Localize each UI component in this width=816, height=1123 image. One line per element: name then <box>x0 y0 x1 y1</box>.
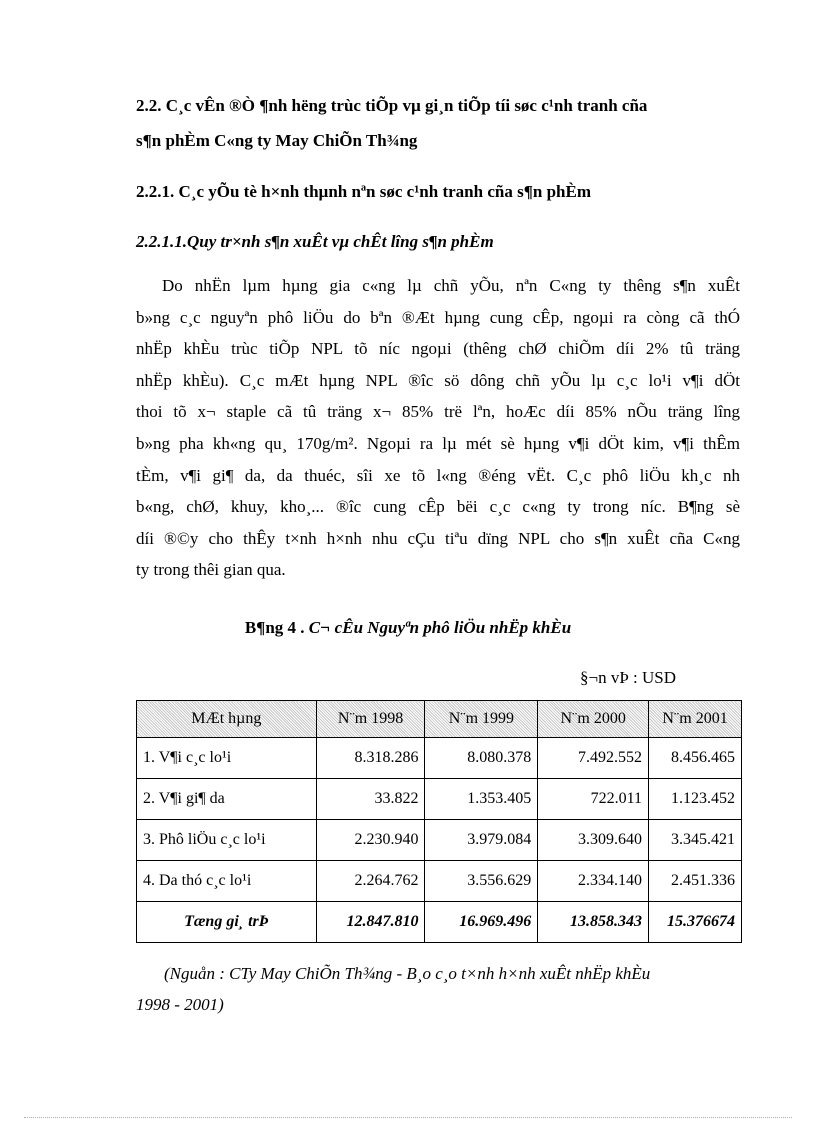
paragraph-line: díi ®©y cho thÊy t×nh h×nh nhu cÇu tiªu dïng NPL cho s¶n xuÊt cña C«ng <box>136 528 740 548</box>
heading-section-2-2-line2: s¶n phÈm C«ng ty May ChiÕn Th¾ng <box>136 131 418 150</box>
table-cell: 722.011 <box>538 779 649 820</box>
heading-section-2-2-1-1: 2.2.1.1.Quy tr×nh s¶n xuÊt vµ chÊt lîng s¶n phÈm <box>136 232 494 251</box>
paragraph-line: b»ng c¸c nguyªn phô liÖu do bªn ®Æt hµng cung cÊp, ngoµi ra còng cã thÓ <box>136 307 740 327</box>
paragraph-line: ty trong thêi gian qua. <box>136 560 286 580</box>
paragraph-line: nhËp khÈu trùc tiÕp NPL tõ níc ngoµi (thêng chØ chiÕm díi 2% tû träng <box>136 339 740 359</box>
table-cell: 8.318.286 <box>316 738 425 779</box>
table-unit-label: §¬n vÞ : USD <box>580 668 677 687</box>
table-cell: 33.822 <box>316 779 425 820</box>
paragraph-line: b»ng pha kh«ng qu¸ 170g/m². Ngoµi ra lµ mét sè hµng v¶i dÖt kim, v¶i thÊm <box>136 433 740 453</box>
materials-import-table <box>136 700 742 943</box>
table-cell: 1.353.405 <box>425 779 538 820</box>
body-paragraph <box>136 270 740 586</box>
table-cell: 8.456.465 <box>649 738 742 779</box>
table-row <box>137 861 742 902</box>
table-total-cell: 15.376674 <box>649 902 742 943</box>
paragraph-line: nhËp khÈu). C¸c mÆt hµng NPL ®îc sö dông chñ yÕu lµ c¸c lo¹i v¶i dÖt <box>136 370 740 390</box>
paragraph-line: thoi tõ x¬ staple cã tû träng x¬ 85% trë lªn, hoÆc díi 85% nÕu träng lîng <box>136 402 740 422</box>
heading-section-2-2-1: 2.2.1. C¸c yÕu tè h×nh thµnh nªn søc c¹nh tranh cña s¶n phÈm <box>136 182 591 201</box>
table-cell: 3.979.084 <box>425 820 538 861</box>
table-total-cell: 16.969.496 <box>425 902 538 943</box>
paragraph-line: b«ng, chØ, khuy, kho¸... ®îc cung cÊp bëi c¸c c«ng ty trong níc. B¶ng sè <box>136 497 740 517</box>
table-total-cell: 13.858.343 <box>538 902 649 943</box>
table-row <box>137 820 742 861</box>
table-cell: 3.309.640 <box>538 820 649 861</box>
table-cell: 8.080.378 <box>425 738 538 779</box>
table-cell: 1. V¶i c¸c lo¹i <box>137 738 317 779</box>
table-cell: 2.451.336 <box>649 861 742 902</box>
table-cell: 1.123.452 <box>649 779 742 820</box>
table-caption <box>0 618 816 638</box>
table-cell: 4. Da thó c¸c lo¹i <box>137 861 317 902</box>
table-total-cell: 12.847.810 <box>316 902 425 943</box>
source-line-2: 1998 - 2001) <box>136 995 224 1014</box>
table-caption-title: C¬ cÊu Nguyªn phô liÖu nhËp khÈu <box>308 618 572 637</box>
table-header-row <box>137 701 742 738</box>
heading-section-2-2-line1: 2.2. C¸c vÊn ®Ò ¶nh hëng trùc tiÕp vµ gi¸n tiÕp tíi søc c¹nh tranh cña <box>136 96 648 115</box>
table-header-cell: N¨m 2001 <box>649 701 742 738</box>
table-row <box>137 779 742 820</box>
table-cell: 3. Phô liÖu c¸c lo¹i <box>137 820 317 861</box>
page-bottom-divider <box>24 1117 792 1118</box>
table-source-note <box>136 958 740 1020</box>
table-header-cell: N¨m 1999 <box>425 701 538 738</box>
table-total-label: Tæng gi¸ trÞ <box>137 902 317 943</box>
table-cell: 2.230.940 <box>316 820 425 861</box>
table-row <box>137 738 742 779</box>
paragraph-line: tÈm, v¶i gi¶ da, da thuéc, sîi xe tõ l«ng ®éng vËt. C¸c phô liÖu kh¸c nh <box>136 465 740 485</box>
table-header-cell: MÆt hµng <box>137 701 317 738</box>
table-cell: 2.264.762 <box>316 861 425 902</box>
table-cell: 2. V¶i gi¶ da <box>137 779 317 820</box>
table-cell: 7.492.552 <box>538 738 649 779</box>
table-cell: 3.556.629 <box>425 861 538 902</box>
table-header-cell: N¨m 1998 <box>316 701 425 738</box>
source-line-1: (Nguån : CTy May ChiÕn Th¾ng - B¸o c¸o t×nh h×nh xuÊt nhËp khÈu <box>164 964 651 983</box>
paragraph-line: Do nhËn lµm hµng gia c«ng lµ chñ yÕu, nªn C«ng ty thêng s¶n xuÊt <box>162 276 740 295</box>
table-cell: 2.334.140 <box>538 861 649 902</box>
table-cell: 3.345.421 <box>649 820 742 861</box>
table-header-cell: N¨m 2000 <box>538 701 649 738</box>
table-caption-lead: B¶ng 4 . <box>244 618 309 637</box>
table-total-row <box>137 902 742 943</box>
